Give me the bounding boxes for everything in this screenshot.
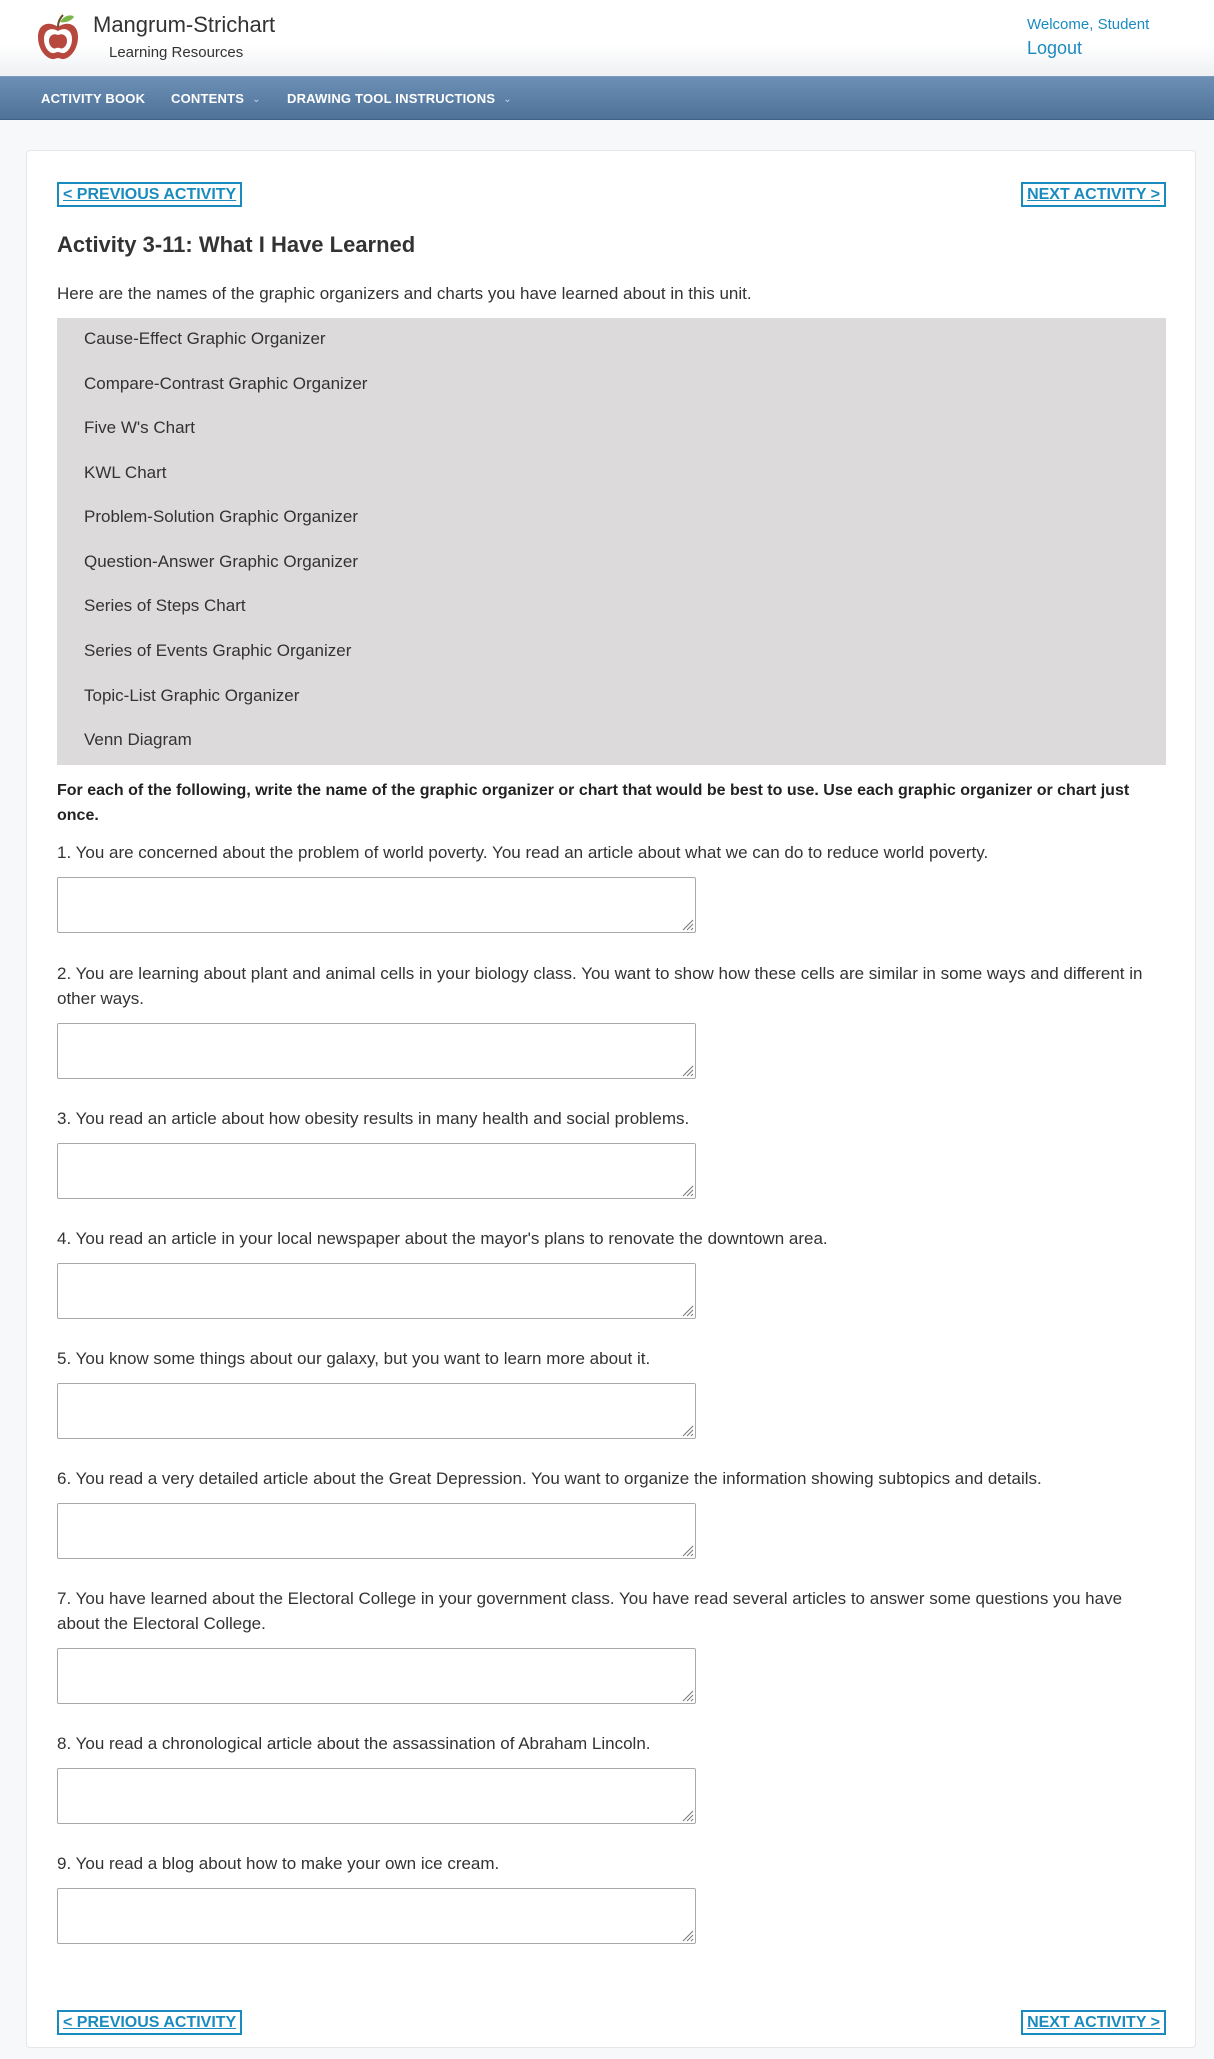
list-item: Series of Steps Chart — [84, 596, 246, 615]
question-1: 1. You are concerned about the problem of world poverty. You read an article about what we can do to reduce world poverty. — [57, 843, 989, 862]
apple-logo-icon — [36, 13, 80, 61]
answer-field-3[interactable] — [57, 1143, 696, 1199]
list-item: Problem-Solution Graphic Organizer — [84, 507, 359, 526]
question-6: 6. You read a very detailed article about the Great Depression. You want to organize the information showing subtopics and details. — [57, 1469, 1042, 1488]
activity-card — [26, 150, 1196, 2048]
nav-item-label: DRAWING TOOL INSTRUCTIONS — [287, 91, 496, 106]
nav-item-label: ACTIVITY BOOK — [41, 91, 146, 106]
list-item: Compare-Contrast Graphic Organizer — [84, 374, 368, 393]
answer-field-8[interactable] — [57, 1768, 696, 1824]
list-item: Five W's Chart — [84, 418, 195, 437]
nav-item-contents[interactable] — [171, 77, 261, 121]
page-title: Activity 3-11: What I Have Learned — [57, 232, 416, 257]
answer-field-2[interactable] — [57, 1023, 696, 1079]
answer-field-7[interactable] — [57, 1648, 696, 1704]
question-5: 5. You know some things about our galaxy, but you want to learn more about it. — [57, 1349, 651, 1368]
nav-item-drawing-tool-instructions[interactable] — [287, 77, 512, 121]
list-item: Series of Events Graphic Organizer — [84, 641, 352, 660]
previous-activity-button-top[interactable]: < PREVIOUS ACTIVITY — [57, 182, 242, 207]
chevron-down-icon: ⌄ — [252, 94, 261, 105]
list-item: KWL Chart — [84, 463, 167, 482]
nav-item-label: CONTENTS — [171, 91, 245, 106]
question-9: 9. You read a blog about how to make your own ice cream. — [57, 1854, 500, 1873]
answer-field-6[interactable] — [57, 1503, 696, 1559]
question-2: 2. You are learning about plant and animal cells in your biology class. You want to show how these cells are similar in some ways and different in other ways. — [57, 964, 1143, 1008]
question-4: 4. You read an article in your local newspaper about the mayor's plans to renovate the downtown area. — [57, 1229, 828, 1248]
intro-text: Here are the names of the graphic organizers and charts you have learned about in this unit. — [57, 284, 752, 303]
site-header — [0, 0, 1214, 76]
answer-field-1[interactable] — [57, 877, 696, 933]
list-item: Cause-Effect Graphic Organizer — [84, 329, 326, 348]
list-item: Topic-List Graphic Organizer — [84, 686, 300, 705]
chevron-down-icon: ⌄ — [503, 94, 512, 105]
organizer-list — [57, 318, 1166, 765]
instructions-text: For each of the following, write the name of the graphic organizer or chart that would be best to use. Use each graphic organizer or chart just once. — [57, 782, 1130, 824]
answer-field-9[interactable] — [57, 1888, 696, 1944]
next-activity-button-top[interactable]: NEXT ACTIVITY > — [1021, 182, 1166, 207]
question-3: 3. You read an article about how obesity results in many health and social problems. — [57, 1109, 690, 1128]
answer-field-5[interactable] — [57, 1383, 696, 1439]
next-activity-button-bottom[interactable]: NEXT ACTIVITY > — [1021, 2010, 1166, 2035]
list-item: Question-Answer Graphic Organizer — [84, 552, 359, 571]
logout-link[interactable]: Logout — [1027, 38, 1083, 58]
previous-activity-button-bottom[interactable]: < PREVIOUS ACTIVITY — [57, 2010, 242, 2035]
list-item: Venn Diagram — [84, 730, 192, 749]
answer-field-4[interactable] — [57, 1263, 696, 1319]
brand-title: Mangrum-Strichart — [93, 12, 276, 37]
welcome-text: Welcome, Student — [1027, 16, 1150, 33]
brand-subtitle: Learning Resources — [109, 44, 244, 61]
nav-item-activity-book[interactable] — [41, 77, 145, 121]
question-7: 7. You have learned about the Electoral College in your government class. You have read several articles to answer some questions you have about the Electoral College. — [57, 1589, 1123, 1633]
question-8: 8. You read a chronological article about the assassination of Abraham Lincoln. — [57, 1734, 651, 1753]
main-nav — [0, 76, 1214, 120]
